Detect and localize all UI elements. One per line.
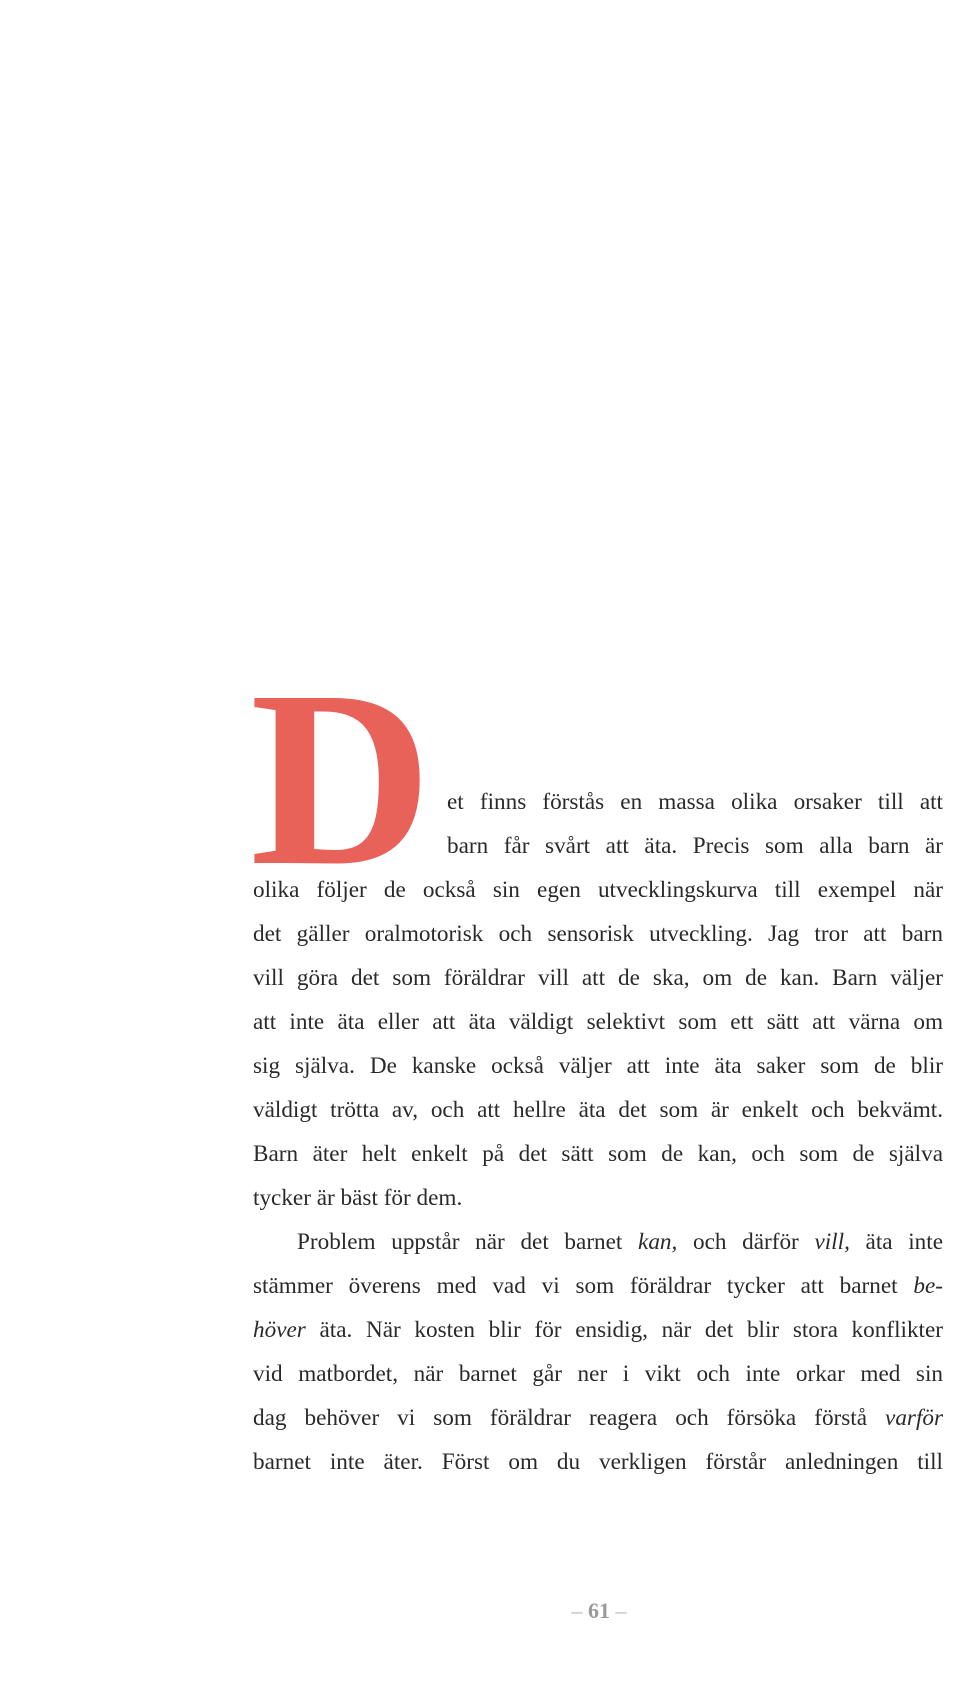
text-line-15 [253,1396,943,1440]
text-line-12-a: stämmer överens med vad vi som föräldrar tycker att barnet [253,1273,914,1299]
text-line-4: det gäller oralmotorisk och sensorisk utveckling. Jag tror att barn [253,921,943,947]
drop-cap: D [250,638,428,918]
text-line-11-b: kan, [638,1229,678,1255]
text-line-12 [253,1264,943,1308]
text-line-13-b: äta. När kosten blir för ensidig, när det blir stora konflikter [305,1317,943,1343]
text-line-8: väldigt trötta av, och att hellre äta det som är enkelt och bekvämt. [253,1097,943,1123]
text-line-13-a: höver [253,1317,306,1343]
folio-dash-right: – [615,1598,627,1623]
text-line-14: vid matbordet, när barnet går ner i vikt och inte orkar med sin [253,1361,943,1387]
text-line-2: barn får svårt att äta. Precis som alla barn är [447,833,943,859]
text-line-11-a: Problem uppstår när det barnet [297,1229,639,1255]
text-line-10: tycker är bäst för dem. [253,1185,463,1211]
text-line-16: barnet inte äter. Först om du verkligen förstår anledningen till [253,1449,943,1475]
text-line-3: olika följer de också sin egen utvecklingskurva till exempel när [253,877,943,903]
text-line-11-c: och därför [677,1229,815,1255]
text-line-11-d: vill, [814,1229,850,1255]
text-line-15-b: varför [885,1405,943,1431]
page-number [0,1598,960,1624]
text-line-13 [253,1308,943,1352]
folio-number: 61 [588,1598,610,1623]
text-line-12-b: be- [913,1273,943,1299]
text-line-1: et finns förstås en massa olika orsaker till att [447,789,943,815]
text-line-15-a: dag behöver vi som föräldrar reagera och försöka förstå [253,1405,886,1431]
text-line-9: Barn äter helt enkelt på det sätt som de kan, och som de själva [253,1141,943,1167]
text-line-6: att inte äta eller att äta väldigt selektivt som ett sätt att värna om [253,1009,943,1035]
text-line-11-e: äta inte [849,1229,944,1255]
text-line-5: vill göra det som föräldrar vill att de ska, om de kan. Barn väljer [253,965,943,991]
text-line-7: sig själva. De kanske också väljer att inte äta saker som de blir [253,1053,943,1079]
text-line-11 [297,1220,943,1264]
folio-dash-left: – [571,1598,583,1623]
